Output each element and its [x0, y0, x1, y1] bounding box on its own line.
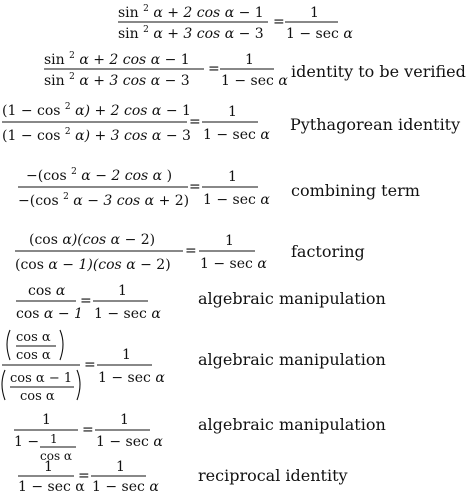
- svg-text:1 − sec α: 1 − sec α: [200, 256, 267, 272]
- equation-step-2: [2, 98, 272, 148]
- svg-text:(cos α)(cos α: (cos α)(cos α − 2): [29, 232, 156, 248]
- svg-text:1 − sec α: 1 − sec α: [203, 127, 270, 143]
- reason-step-6: algebraic manipulation: [198, 350, 386, 369]
- svg-text:=: =: [78, 468, 90, 484]
- svg-text:sin 2 α + 3 co: sin $^2$ α + 3 cos α − 3: [44, 72, 190, 89]
- svg-text:(1 − cos 2 α): (1 − cos $^2$ α) + 3 cos α − 3: [2, 127, 191, 144]
- svg-text:cos α − 1: cos α − 1: [10, 371, 73, 386]
- svg-text:cos α: cos α: [16, 348, 51, 363]
- equation-step-1: [44, 49, 304, 95]
- svg-text:(1 − cos 2 α): (1 − cos $^2$ α) + 2 cos α − 1: [2, 102, 191, 119]
- svg-text:1 − sec α: 1 − sec α: [96, 434, 163, 450]
- svg-text:1: 1: [50, 432, 58, 446]
- svg-text:sin 2 α + 2 co: sin $^2$ α + 2 cos α − 1: [44, 51, 190, 68]
- svg-text:cos α: cos α: [28, 283, 66, 299]
- svg-text:1: 1: [118, 283, 127, 299]
- svg-text:1: 1: [225, 233, 234, 249]
- svg-text:1 − sec α: 1 − sec α: [203, 192, 270, 208]
- equation-step-4: [15, 227, 275, 277]
- svg-text:1: 1: [228, 169, 237, 185]
- svg-text:1 − sec α: 1 − sec α: [94, 306, 161, 322]
- svg-text:=: =: [189, 114, 201, 130]
- svg-text:1: 1: [44, 459, 53, 475]
- svg-text:1: 1: [42, 412, 51, 428]
- svg-text:=: =: [80, 293, 92, 309]
- svg-text:cos α: cos α: [40, 449, 73, 463]
- svg-text:1 − sec α: 1 − sec α: [221, 73, 288, 89]
- svg-text:=: =: [82, 422, 94, 438]
- svg-text:=: =: [208, 61, 220, 77]
- svg-text:(cos α − 1)(cos: (cos α − 1)(cos α − 2): [15, 257, 171, 273]
- svg-text:1: 1: [120, 412, 129, 428]
- svg-text:1: 1: [228, 104, 237, 120]
- svg-text:1 − sec α: 1 − sec α: [92, 479, 159, 494]
- reason-step-2: Pythagorean identity: [290, 115, 461, 134]
- equation-step-6: [2, 326, 182, 406]
- equation-step-3-svg: [18, 163, 278, 215]
- svg-text:=: =: [84, 357, 96, 373]
- svg-text:−(cos 2 α − 3: −(cos $^2$ α − 3 cos α + 2): [18, 192, 190, 209]
- svg-text:−(cos 2 α − 2: −(cos $^2$ α − 2 cos α ): [26, 167, 173, 184]
- svg-text:=: =: [273, 14, 285, 30]
- svg-text:1 − sec α: 1 − sec α: [98, 370, 165, 386]
- svg-text:=: =: [189, 179, 201, 195]
- equation-step-1-svg: [44, 49, 304, 95]
- equation-step-5-svg: [16, 280, 176, 326]
- svg-text:cos α: cos α: [20, 389, 55, 404]
- reason-step-4: factoring: [291, 242, 365, 261]
- svg-text:1 − sec α: 1 − sec α: [286, 26, 353, 42]
- svg-text:cos α: cos α: [16, 330, 51, 345]
- svg-text:1: 1: [116, 459, 125, 475]
- svg-text:1 − sec α: 1 − sec α: [18, 479, 85, 494]
- svg-text:=: =: [185, 243, 197, 259]
- reason-step-5: algebraic manipulation: [198, 289, 386, 308]
- svg-text:cos α − 1: cos α − 1: [16, 306, 83, 322]
- svg-text:sin 2 α + 2 co: sin $^2$ α + 2 cos α − 1: [118, 4, 264, 21]
- reason-step-1: identity to be verified: [291, 62, 466, 81]
- reason-step-7: algebraic manipulation: [198, 415, 386, 434]
- equation-step-4-svg: [15, 227, 275, 277]
- header-equation-svg: [118, 2, 418, 48]
- svg-text:1: 1: [122, 347, 131, 363]
- equation-step-5: [16, 280, 176, 326]
- svg-text:1 −: 1 −: [14, 434, 40, 450]
- equation-step-8: [18, 458, 188, 494]
- reason-step-8: reciprocal identity: [198, 466, 348, 485]
- equation-step-6-svg: [2, 326, 182, 406]
- equation-step-3: [18, 163, 278, 215]
- equation-step-2-svg: [2, 98, 272, 148]
- reason-step-3: combining term: [291, 181, 420, 200]
- header-equation: [118, 2, 418, 48]
- svg-text:1: 1: [245, 52, 254, 68]
- equation-step-8-svg: [18, 458, 188, 494]
- svg-text:sin 2 α + 3 co: sin $^2$ α + 3 cos α − 3: [118, 25, 264, 42]
- svg-text:1: 1: [310, 5, 319, 21]
